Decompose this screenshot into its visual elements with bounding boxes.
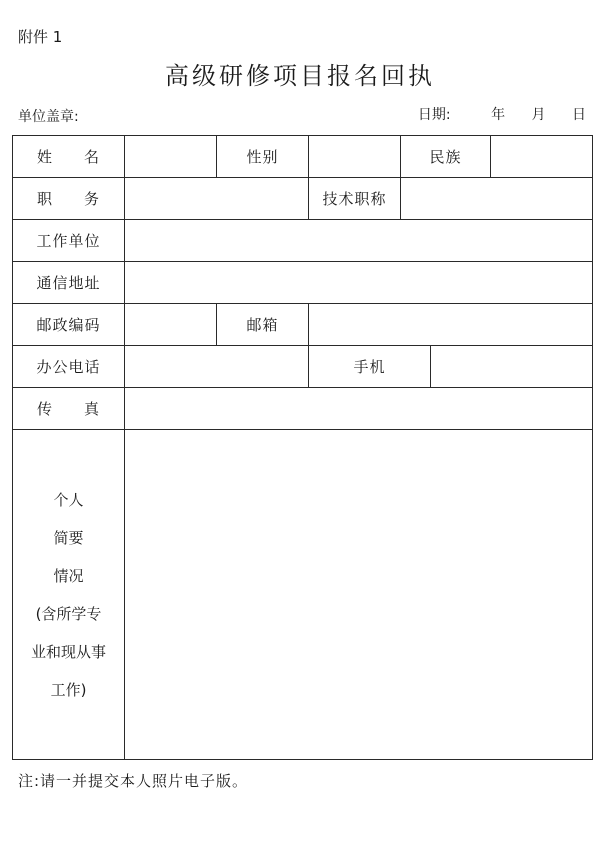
position-field[interactable] (125, 178, 309, 220)
office-phone-field[interactable] (125, 346, 309, 388)
email-field[interactable] (309, 304, 593, 346)
postcode-field[interactable] (125, 304, 217, 346)
seal-label: 单位盖章: (18, 109, 79, 125)
intro-line: 简要 (53, 528, 84, 547)
mobile-field[interactable] (431, 346, 593, 388)
email-label: 邮箱 (217, 304, 309, 346)
address-label: 通信地址 (13, 262, 125, 304)
footer-note: 注:请一并提交本人照片电子版。 (18, 772, 249, 790)
postcode-label: 邮政编码 (13, 304, 125, 346)
gender-label: 性别 (217, 136, 309, 178)
address-field[interactable] (125, 262, 593, 304)
date-year-label: 年 (491, 107, 506, 123)
date-label: 日期: (417, 107, 451, 123)
title-label: 技术职称 (309, 178, 401, 220)
intro-line: (含所学专 (35, 604, 102, 623)
office-phone-label: 办公电话 (13, 346, 125, 388)
ethnicity-label: 民族 (401, 136, 491, 178)
employer-label: 工作单位 (13, 220, 125, 262)
attachment-label: 附件 1 (18, 28, 63, 46)
registration-form-table (12, 135, 593, 760)
intro-line: 情况 (53, 566, 84, 585)
position-label: 职 务 (13, 178, 125, 220)
mobile-label: 手机 (309, 346, 431, 388)
form-title: 高级研修项目报名回执 (165, 62, 435, 90)
gender-field[interactable] (309, 136, 401, 178)
name-field[interactable] (125, 136, 217, 178)
name-label: 姓 名 (13, 136, 125, 178)
intro-line: 业和现从事 (30, 642, 106, 661)
intro-line: 个人 (53, 490, 84, 509)
date-line (418, 104, 586, 124)
fax-field[interactable] (125, 388, 593, 430)
intro-field[interactable] (125, 430, 593, 760)
employer-field[interactable] (125, 220, 593, 262)
title-field[interactable] (401, 178, 593, 220)
intro-label (13, 430, 125, 760)
intro-line: 工作) (50, 680, 87, 699)
fax-label: 传 真 (13, 388, 125, 430)
date-month-label: 月 (531, 107, 546, 123)
date-day-label: 日 (572, 107, 586, 123)
ethnicity-field[interactable] (491, 136, 593, 178)
